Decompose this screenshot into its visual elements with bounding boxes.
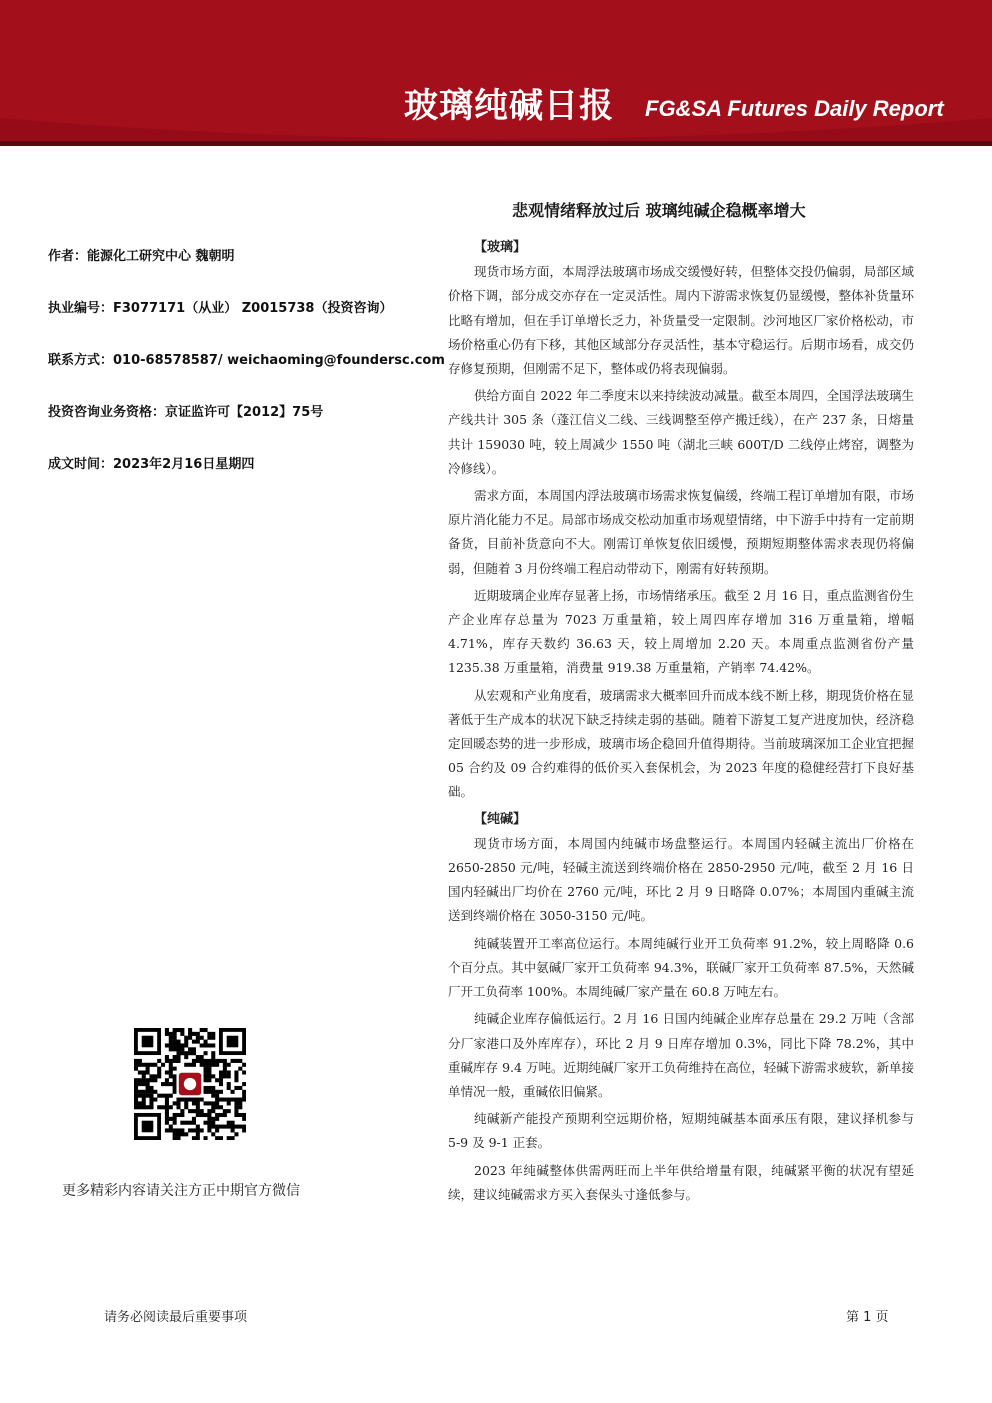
report-title: 悲观情绪释放过后 玻璃纯碱企稳概率增大	[512, 201, 806, 220]
paragraph: 现货市场方面，本周浮法玻璃市场成交缓慢好转，但整体交投仍偏弱，局部区域价格下调，部分成交亦存在一定灵活性。周内下游需求恢复仍显缓慢，整体补货量环比略有增加，但在手订单增长乏力，补货量受一定限制。沙河地区厂家价格松动，市场价格重心仍有下移，其他区域部分存灵活性，基本守稳运行。后期市场看，成交仍存修复预期，但刚需不足下，整体或仍将表现偏弱。	[448, 264, 914, 377]
footer-notice: 请务必阅读最后重要事项	[104, 1310, 248, 1325]
report-body	[448, 236, 914, 1210]
header-title-cn: 玻璃纯碱日报	[404, 86, 614, 126]
paragraph: 从宏观和产业角度看，玻璃需求大概率回升而成本线不断上移，期现货价格在显著低于生产成本的状况下缺乏持续走弱的基础。随着下游复工复产进度加快，经济稳定回暖态势的进一步形成，玻璃市场企稳回升值得期待。当前玻璃深加工企业宜把握 05 合约及 09 合约难得的低价买入套保机会，为 2023 年度的稳健经营打下良好基础。	[448, 687, 914, 800]
section-heading: 【玻璃】	[474, 240, 527, 255]
paragraph: 纯碱装置开工率高位运行。本周纯碱行业开工负荷率 91.2%，较上周略降 0.6 个百分点。其中氨碱厂家开工负荷率 94.3%，联碱厂家开工负荷率 87.5%，天然碱厂开工负荷率 100%。本周纯碱厂家产量在 60.8 万吨左右。	[448, 935, 914, 1000]
date-line: 成文时间：2023年2月16日星期四	[48, 457, 255, 472]
paragraph: 现货市场方面，本周国内纯碱市场盘整运行。本周国内轻碱主流出厂价格在 2650-2850 元/吨，轻碱主流送到终端价格在 2850-2950 元/吨，截至 2 月 16 日国内轻碱出厂均价在 2760 元/吨，环比 2 月 9 日略降 0.07%；本周国内重碱主流送到终端价格在 3050-3150 元/吨。	[448, 835, 914, 924]
contact-line: 联系方式：010-68578587/ weichaoming@foundersc.com	[48, 353, 445, 368]
paragraph: 纯碱企业库存偏低运行。2 月 16 日国内纯碱企业库存总量在 29.2 万吨（含部分厂家港口及外库库存），环比 2 月 9 日库存增加 0.3%，同比下降 78.2%，其中重碱库存 9.4 万吨。近期纯碱厂家开工负荷维持在高位，轻碱下游需求疲软，新单接单情况一般，重碱依旧偏紧。	[448, 1011, 914, 1099]
qr-caption: 更多精彩内容请关注方正中期官方微信	[62, 1183, 300, 1199]
paragraph: 需求方面，本周国内浮法玻璃市场需求恢复偏缓，终端工程订单增加有限，市场原片消化能力不足。局部市场成交松动加重市场观望情绪，中下游手中持有一定前期备货，目前补货意向不大。刚需订单恢复依旧缓慢，预期短期整体需求表现仍将偏弱，但随着 3 月份终端工程启动带动下，刚需有好转预期。	[448, 488, 914, 576]
section-soda-ash	[448, 808, 914, 1207]
paragraph: 纯碱新产能投产预期利空远期价格，短期纯碱基本面承压有限，建议择机参与 5-9 及 9-1 正套。	[448, 1111, 914, 1151]
paragraph: 供给方面自 2022 年二季度末以来持续波动减量。截至本周四，全国浮法玻璃生产线共计 305 条（蓬江信义二线、三线调整至停产搬迁线），在产 237 条，日熔量共计 159030 吨，较上周减少 1550 吨（湖北三峡 600T/D 二线停止烤窑，调整为冷修线）。	[448, 388, 914, 476]
section-glass	[448, 236, 914, 805]
paragraph: 2023 年纯碱整体供需两旺而上半年供给增量有限，纯碱紧平衡的状况有望延续，建议纯碱需求方买入套保头寸逢低参与。	[448, 1162, 914, 1202]
qualification-line: 投资咨询业务资格：京证监许可【2012】75号	[48, 405, 324, 420]
paragraph: 近期玻璃企业库存显著上扬，市场情绪承压。截至 2 月 16 日，重点监测省份生产企业库存总量为 7023 万重量箱，较上周四库存增加 316 万重量箱，增幅 4.71%，库存天数约 36.63 天，较上周增加 2.20 天。本周重点监测省份产量 1235.38 万重量箱，消费量 919.38 万重量箱，产销率 74.42%。	[448, 587, 914, 676]
header-title-en: FG&SA Futures Daily Report	[645, 96, 944, 121]
author-line: 作者：能源化工研究中心 魏朝明	[48, 249, 235, 264]
section-heading: 【纯碱】	[474, 811, 527, 827]
page-number: 第 1 页	[846, 1310, 889, 1325]
qr-code-icon	[134, 1028, 246, 1140]
license-line: 执业编号：F3077171（从业） Z0015738（投资咨询）	[48, 301, 393, 316]
